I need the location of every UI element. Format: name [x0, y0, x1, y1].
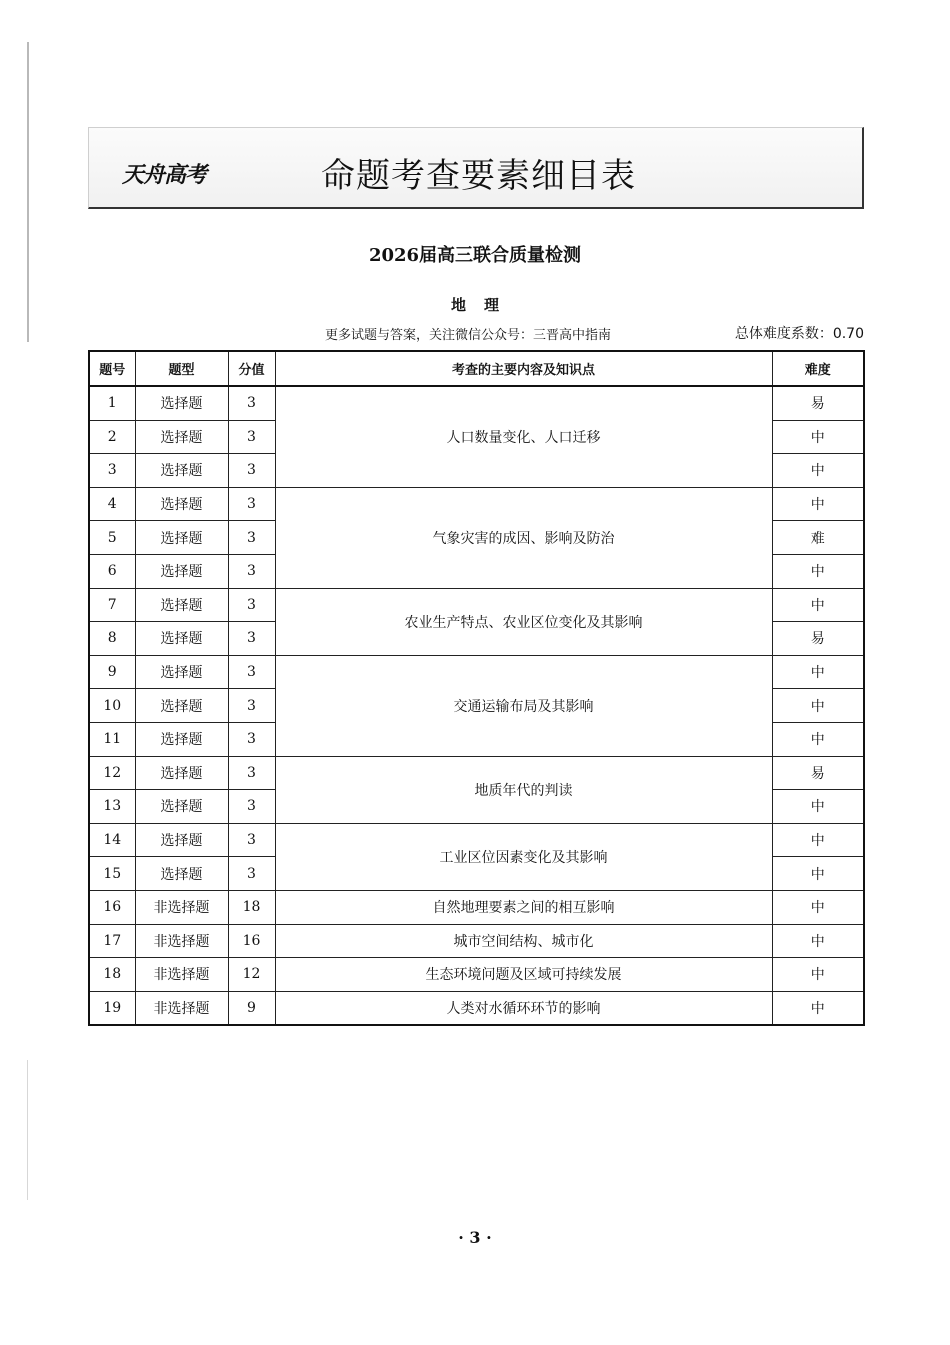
difficulty-level: 中 — [772, 420, 864, 454]
question-score: 3 — [228, 386, 275, 420]
difficulty-level: 易 — [772, 386, 864, 420]
knowledge-point: 气象灾害的成因、影响及防治 — [275, 487, 772, 588]
question-type: 选择题 — [135, 386, 228, 420]
difficulty-level: 中 — [772, 890, 864, 924]
header-question-type: 题型 — [135, 351, 228, 386]
question-type: 非选择题 — [135, 958, 228, 992]
question-number: 19 — [89, 991, 135, 1025]
difficulty-level: 中 — [772, 655, 864, 689]
question-number: 16 — [89, 890, 135, 924]
question-score: 3 — [228, 689, 275, 723]
difficulty-level: 中 — [772, 588, 864, 622]
question-number: 3 — [89, 454, 135, 488]
table-header-row — [89, 351, 864, 386]
question-number: 12 — [89, 756, 135, 790]
question-type: 非选择题 — [135, 991, 228, 1025]
knowledge-point: 地质年代的判读 — [275, 756, 772, 823]
question-type: 非选择题 — [135, 924, 228, 958]
table-row — [89, 924, 864, 958]
table-body — [89, 386, 864, 1025]
question-score: 3 — [228, 823, 275, 857]
banner-title: 命题考查要素细目表 — [321, 156, 636, 196]
difficulty-level: 中 — [772, 689, 864, 723]
question-type: 非选择题 — [135, 890, 228, 924]
difficulty-level: 易 — [772, 756, 864, 790]
question-score: 3 — [228, 790, 275, 824]
question-score: 3 — [228, 554, 275, 588]
difficulty-level: 中 — [772, 924, 864, 958]
question-score: 12 — [228, 958, 275, 992]
question-score: 3 — [228, 588, 275, 622]
knowledge-point: 自然地理要素之间的相互影响 — [275, 890, 772, 924]
wechat-notice: 更多试题与答案，关注微信公众号：三晋高中指南 — [325, 328, 612, 343]
question-score: 9 — [228, 991, 275, 1025]
table-row — [89, 958, 864, 992]
difficulty-level: 易 — [772, 622, 864, 656]
question-number: 9 — [89, 655, 135, 689]
question-type: 选择题 — [135, 487, 228, 521]
knowledge-point: 人口数量变化、人口迁移 — [275, 386, 772, 487]
question-score: 16 — [228, 924, 275, 958]
question-type: 选择题 — [135, 655, 228, 689]
table-row — [89, 386, 864, 420]
question-type: 选择题 — [135, 454, 228, 488]
table-row — [89, 655, 864, 689]
question-type: 选择题 — [135, 622, 228, 656]
question-score: 3 — [228, 722, 275, 756]
brand-logo: 天舟高考 — [122, 163, 207, 188]
table-row — [89, 823, 864, 857]
question-number: 2 — [89, 420, 135, 454]
knowledge-point: 人类对水循环环节的影响 — [275, 991, 772, 1025]
question-type: 选择题 — [135, 857, 228, 891]
question-number: 4 — [89, 487, 135, 521]
difficulty-level: 中 — [772, 991, 864, 1025]
difficulty-level: 中 — [772, 823, 864, 857]
overall-difficulty: 总体难度系数：0.70 — [734, 326, 864, 342]
question-score: 3 — [228, 622, 275, 656]
header-content: 考查的主要内容及知识点 — [275, 351, 772, 386]
knowledge-point: 工业区位因素变化及其影响 — [275, 823, 772, 890]
knowledge-point: 农业生产特点、农业区位变化及其影响 — [275, 588, 772, 655]
question-number: 15 — [89, 857, 135, 891]
difficulty-level: 中 — [772, 722, 864, 756]
difficulty-level: 中 — [772, 487, 864, 521]
question-number: 17 — [89, 924, 135, 958]
subject-title: 地理 — [450, 296, 517, 314]
question-number: 13 — [89, 790, 135, 824]
page-number: · 3 · — [458, 1228, 492, 1247]
question-score: 3 — [228, 454, 275, 488]
question-number: 14 — [89, 823, 135, 857]
question-type: 选择题 — [135, 420, 228, 454]
knowledge-point: 交通运输布局及其影响 — [275, 655, 772, 756]
question-score: 3 — [228, 655, 275, 689]
exam-title: 2026届高三联合质量检测 — [368, 245, 582, 266]
header-banner — [88, 127, 864, 209]
question-score: 3 — [228, 857, 275, 891]
difficulty-level: 中 — [772, 857, 864, 891]
table-row — [89, 890, 864, 924]
header-question-no: 题号 — [89, 351, 135, 386]
question-number: 7 — [89, 588, 135, 622]
question-score: 3 — [228, 756, 275, 790]
table-row — [89, 588, 864, 622]
question-type: 选择题 — [135, 722, 228, 756]
difficulty-level: 中 — [772, 790, 864, 824]
question-type: 选择题 — [135, 823, 228, 857]
question-type: 选择题 — [135, 554, 228, 588]
question-score: 18 — [228, 890, 275, 924]
question-score: 3 — [228, 487, 275, 521]
header-score: 分值 — [228, 351, 275, 386]
scan-edge — [27, 1060, 28, 1200]
question-number: 10 — [89, 689, 135, 723]
difficulty-level: 中 — [772, 554, 864, 588]
question-number: 11 — [89, 722, 135, 756]
question-number: 6 — [89, 554, 135, 588]
specification-table — [88, 350, 865, 1026]
question-type: 选择题 — [135, 588, 228, 622]
knowledge-point: 城市空间结构、城市化 — [275, 924, 772, 958]
question-score: 3 — [228, 420, 275, 454]
knowledge-point: 生态环境问题及区域可持续发展 — [275, 958, 772, 992]
table-row — [89, 487, 864, 521]
table-row — [89, 756, 864, 790]
difficulty-level: 难 — [772, 521, 864, 555]
question-type: 选择题 — [135, 521, 228, 555]
difficulty-level: 中 — [772, 454, 864, 488]
question-number: 18 — [89, 958, 135, 992]
difficulty-level: 中 — [772, 958, 864, 992]
question-type: 选择题 — [135, 756, 228, 790]
question-type: 选择题 — [135, 689, 228, 723]
question-number: 5 — [89, 521, 135, 555]
question-number: 8 — [89, 622, 135, 656]
table-row — [89, 991, 864, 1025]
question-type: 选择题 — [135, 790, 228, 824]
question-number: 1 — [89, 386, 135, 420]
header-difficulty: 难度 — [772, 351, 864, 386]
question-score: 3 — [228, 521, 275, 555]
